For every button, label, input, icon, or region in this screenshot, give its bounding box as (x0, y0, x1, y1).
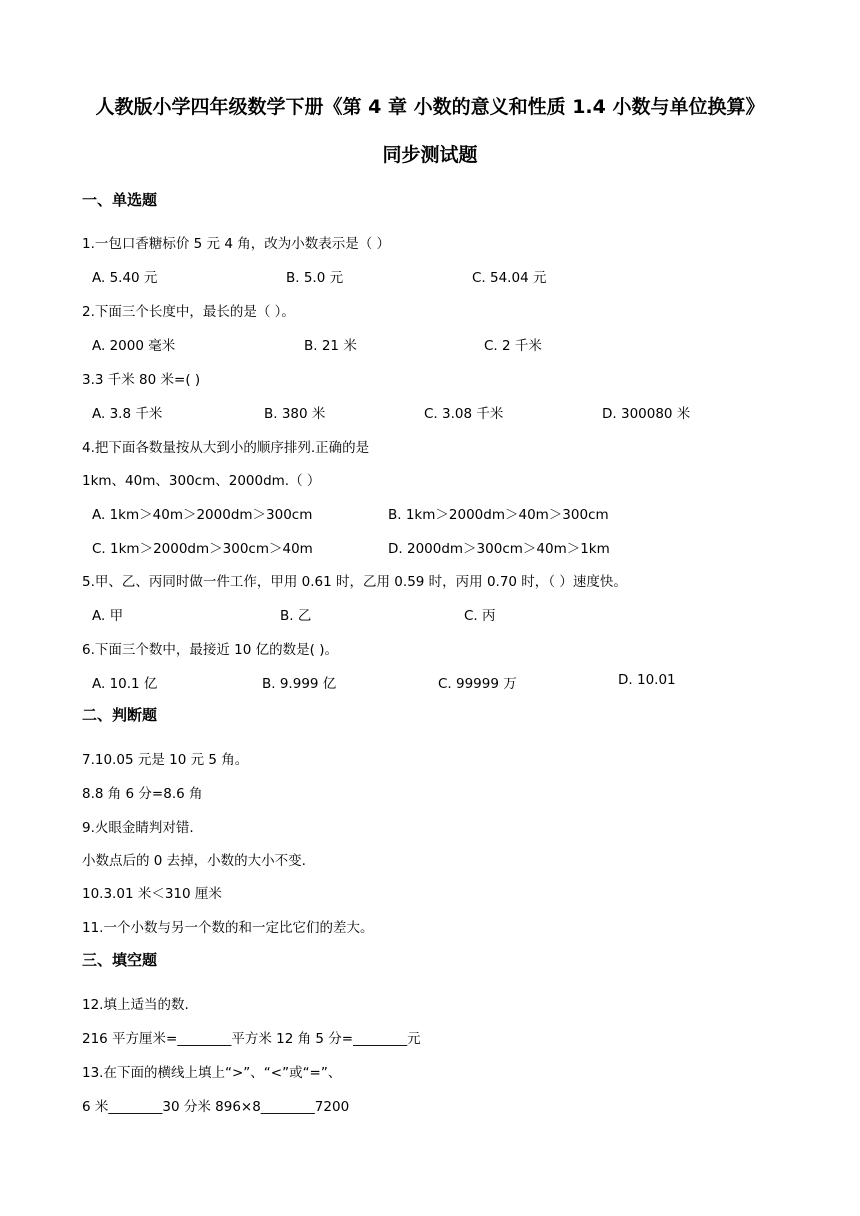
question-12-blanks: 216 平方厘米=________平方米 12 角 5 分=________元 (82, 1031, 421, 1047)
question-6-option-b: B. 9.999 亿 (262, 676, 337, 692)
question-4-stem-continued: 1km、40m、300cm、2000dm.（ ） (82, 473, 321, 489)
question-6-stem: 6.下面三个数中，最接近 10 亿的数是( )。 (82, 642, 338, 658)
question-5-option-c: C. 丙 (464, 608, 496, 624)
question-4-option-a: A. 1km＞40m＞2000dm＞300cm (92, 507, 313, 523)
question-5-option-a: A. 甲 (92, 608, 124, 624)
question-3-option-d: D. 300080 米 (602, 406, 691, 422)
question-7: 7.10.05 元是 10 元 5 角。 (82, 752, 249, 768)
document-subtitle: 同步测试题 (382, 144, 478, 166)
question-6-option-c: C. 99999 万 (438, 676, 517, 692)
question-4-stem: 4.把下面各数量按从大到小的顺序排列.正确的是 (82, 440, 370, 456)
question-12: 12.填上适当的数. (82, 997, 189, 1013)
question-10: 10.3.01 米＜310 厘米 (82, 886, 222, 902)
question-6-option-d: D. 10.01 (618, 672, 676, 688)
section-heading-true-false: 二、判断题 (82, 706, 158, 724)
question-13-blanks: 6 米________30 分米 896×8________7200 (82, 1099, 350, 1115)
question-4-option-c: C. 1km＞2000dm＞300cm＞40m (92, 541, 313, 557)
question-3-option-b: B. 380 米 (264, 406, 326, 422)
question-5-option-b: B. 乙 (280, 608, 312, 624)
question-3-stem: 3.3 千米 80 米=( ) (82, 372, 201, 388)
question-1-option-c: C. 54.04 元 (472, 270, 547, 286)
question-11: 11.一个小数与另一个数的和一定比它们的差大。 (82, 920, 374, 936)
question-2-option-c: C. 2 千米 (484, 338, 542, 354)
question-6-option-a: A. 10.1 亿 (92, 676, 158, 692)
question-5-stem: 5.甲、乙、丙同时做一件工作，甲用 0.61 时，乙用 0.59 时，丙用 0.70 时，（ ）速度快。 (82, 574, 627, 590)
question-2-option-a: A. 2000 毫米 (92, 338, 176, 354)
question-9: 9.火眼金睛判对错. (82, 820, 194, 836)
question-4-option-d: D. 2000dm＞300cm＞40m＞1km (388, 541, 610, 557)
question-4-option-b: B. 1km＞2000dm＞40m＞300cm (388, 507, 609, 523)
question-9-statement: 小数点后的 0 去掉，小数的大小不变. (82, 853, 306, 869)
question-1-option-a: A. 5.40 元 (92, 270, 158, 286)
question-2-stem: 2.下面三个长度中，最长的是（ ）。 (82, 304, 295, 320)
question-1-stem: 1.一包口香糖标价 5 元 4 角，改为小数表示是（ ） (82, 236, 391, 252)
question-1-option-b: B. 5.0 元 (286, 270, 344, 286)
section-heading-single-choice: 一、单选题 (82, 191, 158, 209)
question-3-option-c: C. 3.08 千米 (424, 406, 504, 422)
section-heading-fill-in: 三、填空题 (82, 951, 158, 969)
question-3-option-a: A. 3.8 千米 (92, 406, 163, 422)
document-title: 人教版小学四年级数学下册《第 4 章 小数的意义和性质 1.4 小数与单位换算》 (95, 96, 765, 118)
question-13: 13.在下面的横线上填上“>”、“<”或“=”、 (82, 1065, 342, 1081)
question-2-option-b: B. 21 米 (304, 338, 357, 354)
question-8: 8.8 角 6 分=8.6 角 (82, 786, 203, 802)
